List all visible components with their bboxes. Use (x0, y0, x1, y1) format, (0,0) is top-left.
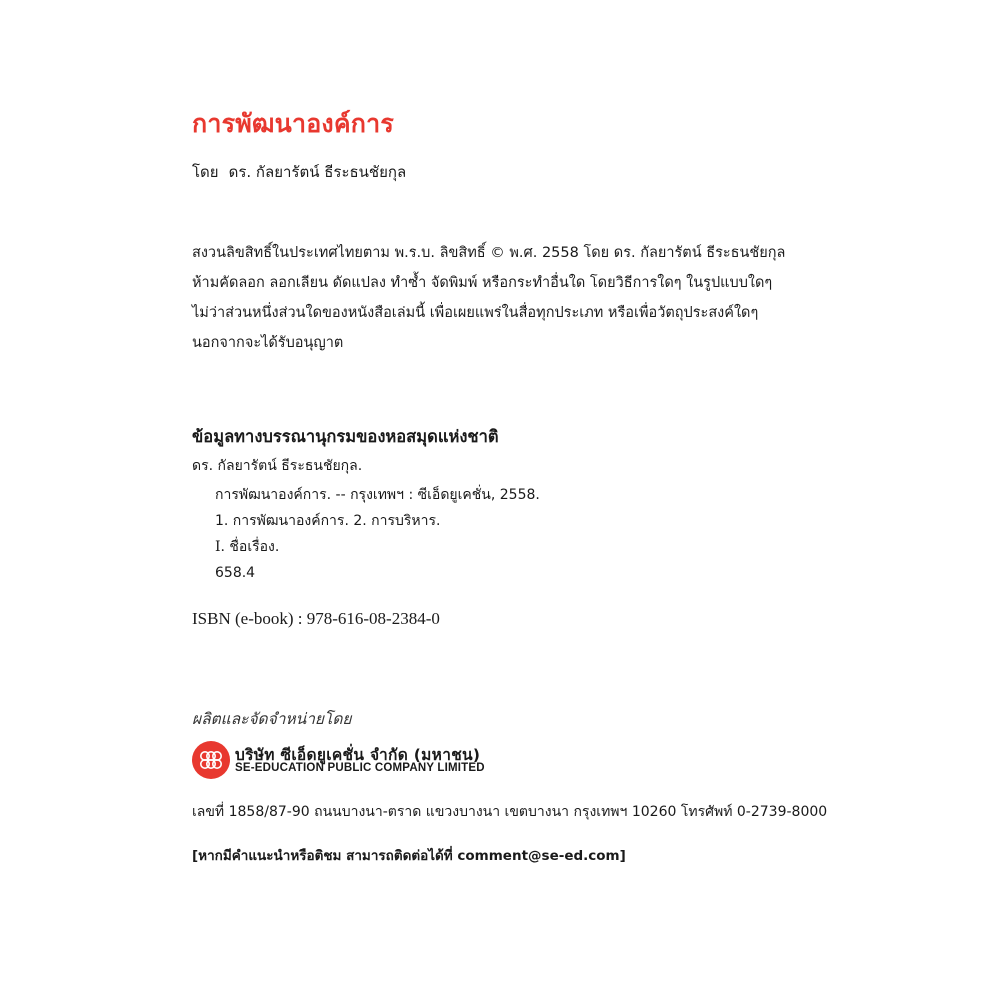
author-name: ดร. กัลยารัตน์ ธีระธนชัยกุล (228, 163, 407, 181)
se-ed-logo-icon (192, 741, 230, 779)
cip-classification: 658.4 (215, 565, 256, 581)
feedback-contact: [หากมีคำแนะนำหรือติชม สามารถติดต่อได้ที่ comment@se-ed.com] (192, 848, 626, 864)
publisher-address: เลขที่ 1858/87-90 ถนนบางนา-ตราด แขวงบางนา เขตบางนา กรุงเทพฯ 10260 โทรศัพท์ 0-2739-8000 (192, 804, 828, 820)
cip-title-heading: I. ชื่อเรื่อง. (215, 539, 280, 555)
copyright-line: ห้ามคัดลอก ลอกเลียน ดัดแปลง ทำซ้ำ จัดพิมพ์ หรือกระทำอื่นใด โดยวิธีการใดๆ ในรูปแบบใดๆ (192, 275, 773, 291)
cip-subjects: 1. การพัฒนาองค์การ. 2. การบริหาร. (215, 513, 441, 529)
cip-entries (215, 482, 540, 586)
copyright-line: นอกจากจะได้รับอนุญาต (192, 335, 344, 351)
company-name-english: SE-EDUCATION PUBLIC COMPANY LIMITED (235, 762, 485, 774)
book-title: การพัฒนาองค์การ (192, 109, 394, 138)
company-name-thai: บริษัท ซีเอ็ดยูเคชั่น จำกัด (มหาชน) (235, 746, 481, 764)
cip-title-entry: การพัฒนาองค์การ. -- กรุงเทพฯ : ซีเอ็ดยูเคชั่น, 2558. (215, 487, 540, 503)
cip-heading: ข้อมูลทางบรรณานุกรมของหอสมุดแห่งชาติ (192, 427, 499, 446)
producer-label: ผลิตและจัดจำหน่ายโดย (192, 710, 352, 728)
isbn: ISBN (e-book) : 978-616-08-2384-0 (192, 609, 440, 628)
author-line (192, 160, 406, 184)
copyright-line: ไม่ว่าส่วนหนึ่งส่วนใดของหนังสือเล่มนี้ เพื่อเผยแพร่ในสื่อทุกประเภท หรือเพื่อวัตถุประสงค์ใดๆ (192, 305, 759, 321)
author-prefix: โดย (192, 163, 219, 181)
cip-author: ดร. กัลยารัตน์ ธีระธนชัยกุล. (192, 458, 363, 474)
copyright-notice (192, 238, 785, 358)
copyright-line: สงวนลิขสิทธิ์ในประเทศไทยตาม พ.ร.บ. ลิขสิทธิ์ © พ.ศ. 2558 โดย ดร. กัลยารัตน์ ธีระธนชัยกุล (192, 245, 786, 261)
